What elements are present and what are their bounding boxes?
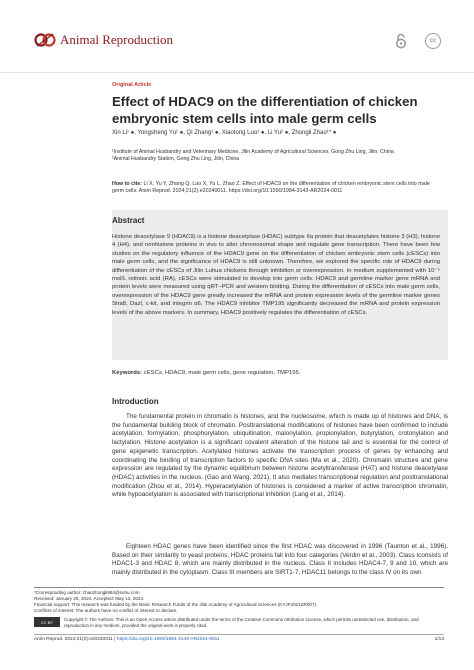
- affiliations: [112, 149, 442, 163]
- keywords-label: Keywords:: [112, 370, 143, 376]
- footer-citation-group: [34, 637, 220, 642]
- how-to-cite: [112, 181, 442, 195]
- cc-icon-text: cc: [429, 38, 437, 44]
- cc-by-badge-icon[interactable]: CC BY: [34, 617, 60, 627]
- footer-citation: Anim Reprod. 2024;21(2):e20240011 |: [34, 637, 116, 642]
- article-title: Effect of HDAC9 on the differentiation of chicken embryonic stem cells into male germ cells: [112, 94, 418, 126]
- abstract-section: [112, 210, 448, 360]
- journal-name: Animal Reproduction: [60, 32, 174, 47]
- journal-logo-icon: [34, 32, 56, 48]
- page-number: 1/13: [434, 637, 444, 642]
- keywords: [112, 370, 448, 376]
- open-access-icon[interactable]: [394, 33, 408, 49]
- doi-link[interactable]: https://doi.org/10.1590/1984-3143-AR2024-0011: [116, 637, 220, 642]
- creative-commons-icon[interactable]: [425, 33, 441, 49]
- dates: Received: January 29, 2024. Accepted: May 13, 2024.: [34, 596, 145, 601]
- corresponding-author[interactable]: *Corresponding author: zhaozhongli954@sohu.com: [34, 590, 140, 595]
- introduction-paragraph-2: Eighteen HDAC genes have been identified since the first HDAC was discovered in 1996 (Taunton et al., 1996). Based on their similarity to yeast proteins, HDAC proteins fall into four categories (Verdin et al., 2003). Class Iconsists of HDAC1-3 and HDAC 8, which are mainly distributed in the nucleus. Class II includes HDAC4-7, 9 and 10, which are mainly distributed in the cytoplasm. Class III members are SIRT1-7, HDAC11 belongs to the class IV on its own: [112, 543, 448, 577]
- introduction-title: Introduction: [112, 397, 159, 406]
- introduction-paragraph-1: The fundamental protein in chromatin is histones, and the nucleosome, which is made up of histones and DNA, is the fundamental building block of chromatin. Posttranslational modifications of histones have been confirmed to include acetylation, formylation, phosphorylation, ubiquitination, malonylation, propionylation, butyrylation, crotonylation and lactylation. Histone acetylation is a significant covalent alteration of the histone tail and is essential for the control of gene epigenetic transcription. Acetylated histones activate the transcription process of genes by enhancing and coordinating the binding of transcription factors to specific DNA sites (Ma et al., 2020). Chromatin structure and gene expression are regulated by the dynamic equilibrium between histone acetyltransferase (HAT) and histone deacetylase (HDAC) activities in the nucleus. (Gao and Wang, 2021). It also mediates transcriptional regulation and posttranslational modification (Zhou et al., 2014). Hyperacetylation of histones is considered a marker of active transcription chromatin, while hypoacetylation is associated with transcriptional inhibition (Lang et al., 2014).: [112, 413, 448, 499]
- abstract-title: Abstract: [112, 216, 145, 225]
- funding: Financial support: This research was funded by the Basic Research Funds of the Jilin Academy of Agricultural Sciences (KYJF2021ZR007).: [34, 602, 318, 607]
- license-text: Copyright © The Authors. This is an Open Access article distributed under the terms of the Creative Commons Attribution License, which permits unrestricted use, distribution, and reproduction in any medium, provided the original work is properly cited.: [64, 617, 419, 628]
- license-block: [34, 617, 444, 629]
- affiliation-1: ¹Institute of Animal Husbandry and Veterinary Medicine, Jilin Academy of Agricultural Sciences, Gong Zhu Ling, Jilin, China: [112, 149, 394, 155]
- article-type: Original Article: [112, 82, 152, 88]
- journal-header: [0, 0, 474, 73]
- conflicts: Conflicts of interest: The authors have no conflict of interest to declare.: [34, 608, 178, 613]
- keywords-text: cESCs, HDAC9, male germ cells, gene regulation, TMP195.: [143, 370, 301, 376]
- author-list[interactable]: Xin Li¹ ●, Yongsheng Yu¹ ●, Qi Zhang¹ ●, Xiaotong Luo¹ ●, Li Yu² ●, Zhongli Zhao¹* ●: [112, 130, 337, 136]
- how-to-cite-text[interactable]: Li X, Yu Y, Zhang Q, Luo X, Yu L, Zhao Z. Effect of HDAC9 on the differentiation of chicken embryonic stem cells into male germ cells. Anim Reprod. 2024;21(2):e20240011. https://doi.org/10.1590/1984-3143-AR2024-0011: [112, 181, 430, 194]
- abstract-text: Histone deacetylase 9 (HDAC9) is a histone deacetylase (HDAC) subtype IIa protein that deacetylates histone 3 (H3), histone 4 (H4), and nonhistone proteins in vivo to alter chromosomal shape and regulate gene transcription. There have been few studies on the regulatory influence of the HDAC9 gene on the differentiation of chicken embryonic stem cells (cESCs) into male germ cells, and the significance of HDAC9 is still unknown. Therefore, we explored the specific role of HDAC9 during differentiation of the cESCs of Jilin Luhua chickens through inhibition or overexpression. In medium supplemented with 10⁻⁵ mol/L retinoic acid (RA), cESCs were stimulated to develop into germ cells. HDAC9 and germline marker gene mRNA and protein levels were measured using qRT–PCR and western blotting. During the differentiation of cESCs into male germ cells, overexpression of the HDAC9 gene greatly increased the mRNA and protein expression levels of the germline marker genes Stra8, Dazl, c-kit, and integrin α6. The HDAC9 inhibitor TMP195 significantly decreased the mRNA and protein expression levels of the above markers. In summary, HDAC9 positively regulates the differentiation of cESCs.: [112, 234, 440, 316]
- journal-brand[interactable]: [34, 32, 173, 48]
- affiliation-2: ²Animal Husbandry Station, Gong Zhu Ling, Jilin, China: [112, 156, 240, 162]
- footnotes: [34, 587, 444, 614]
- how-to-cite-label: How to cite:: [112, 181, 143, 187]
- page-footer: [34, 634, 444, 642]
